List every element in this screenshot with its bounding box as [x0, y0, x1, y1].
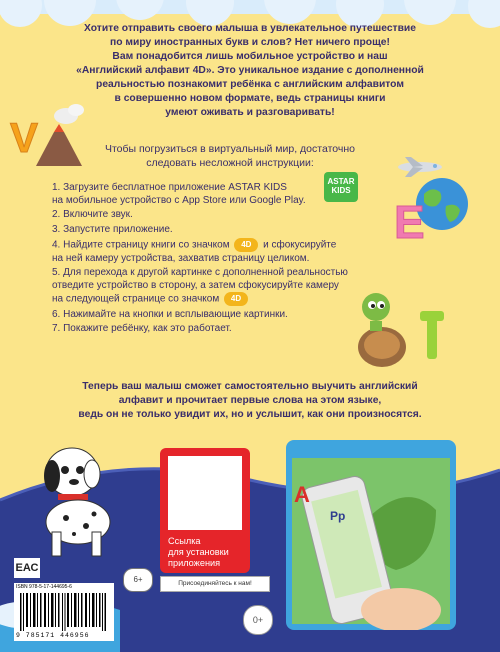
- vertical-site-text: [118, 585, 126, 635]
- step-item: [52, 238, 377, 265]
- intro-line: в совершенно новом формате, ведь страницы книги: [114, 93, 386, 104]
- dalmatian-dog-illustration: [20, 440, 130, 560]
- step-text: на ней камеру устройства, захватив страницу целиком.: [52, 252, 310, 264]
- phone-letter-pp: Pp: [330, 509, 346, 523]
- age-rating-badge: 6+: [123, 568, 153, 592]
- app-badge-line: KIDS: [331, 186, 351, 195]
- outro-line: Теперь ваш малыш сможет самостоятельно выучить английский: [82, 381, 418, 392]
- intro-line: умеют оживать и разговаривать!: [165, 107, 335, 118]
- qr-placeholder: [168, 456, 242, 530]
- step-text: 7. Покажите ребёнку, как это работает.: [52, 323, 232, 335]
- step-text: 6. Нажимайте на кнопки и всплывающие картинки.: [52, 308, 288, 320]
- letter-e-illustration: [390, 190, 440, 246]
- barcode-icon: [20, 593, 106, 631]
- 4d-badge-icon: 4D: [224, 292, 248, 306]
- link-box-line: для установки: [168, 547, 229, 557]
- isbn-label: ISBN 978-5-17-144695-6: [16, 584, 72, 590]
- intro-line: Вам понадобится лишь мобильное устройство и наш: [112, 51, 388, 62]
- step-text: 3. Запустите приложение.: [52, 223, 173, 235]
- step-text: и сфокусируйте: [263, 240, 337, 252]
- intro-line: по миру иностранных букв и слов? Нет ничего проще!: [110, 37, 390, 48]
- intro-paragraph: [60, 22, 440, 120]
- letter-e: E: [394, 196, 425, 246]
- instruction-steps: [52, 182, 377, 338]
- link-box-line: приложения: [168, 558, 221, 568]
- outro-paragraph: [55, 380, 445, 422]
- phone-letter-a: A: [294, 482, 310, 507]
- step-item: [52, 323, 377, 336]
- step-item: [52, 182, 377, 207]
- link-box-line: Ссылка: [168, 536, 201, 546]
- step-text: на мобильное устройство с App Store или Google Play.: [52, 194, 306, 206]
- step-text: отведите устройство в сторону, а затем сфокусируйте камеру: [52, 279, 339, 291]
- phone-book-illustration: [286, 440, 456, 630]
- step-item: [52, 209, 377, 222]
- intro-line: Хотите отправить своего малыша в увлекательное путешествие: [84, 23, 416, 34]
- app-badge-line: ASTAR: [327, 177, 355, 186]
- letter-t: T: [418, 315, 447, 367]
- letter-v: V: [10, 114, 39, 161]
- step-item: [52, 224, 377, 237]
- eac-mark: ЕАС: [14, 558, 40, 578]
- app-link-box: [160, 448, 250, 573]
- join-us-label: Присоединяйтесь к нам!: [160, 576, 270, 592]
- step-text: 1. Загрузите бесплатное приложение ASTAR KIDS: [52, 182, 287, 193]
- step-text: 2. Включите звук.: [52, 209, 133, 221]
- isbn-number: 9 785171 446956: [16, 632, 90, 639]
- step-text: 5. Для перехода к другой картинке с дополненной реальностью: [52, 267, 348, 279]
- subtitle-line: Чтобы погрузиться в виртуальный мир, достаточно: [104, 143, 355, 155]
- letter-v-volcano-illustration: [6, 104, 86, 174]
- subtitle-line: следовать несложной инструкции:: [146, 157, 314, 169]
- age-rating-badge: 0+: [243, 605, 273, 635]
- instruction-subtitle: [85, 142, 375, 170]
- isbn-barcode-block: [14, 583, 114, 641]
- outro-line: алфавит и прочитает первые слова на этом языке,: [118, 395, 382, 406]
- 4d-badge-icon: 4D: [234, 238, 258, 252]
- step-item: [52, 309, 377, 322]
- step-text: на следующей странице со значком: [52, 294, 220, 306]
- intro-line: «Английский алфавит 4D». Это уникальное издание с дополненной: [76, 65, 424, 76]
- step-text: 4. Найдите страницу книги со значком: [52, 240, 230, 252]
- intro-line: реальностью познакомит ребёнка с английским алфавитом: [96, 79, 404, 90]
- outro-line: ведь он не только увидит их, но и услышит, как они произносятся.: [78, 409, 422, 420]
- step-item: [52, 267, 377, 306]
- turtle-letter-t-illustration: [352, 285, 452, 375]
